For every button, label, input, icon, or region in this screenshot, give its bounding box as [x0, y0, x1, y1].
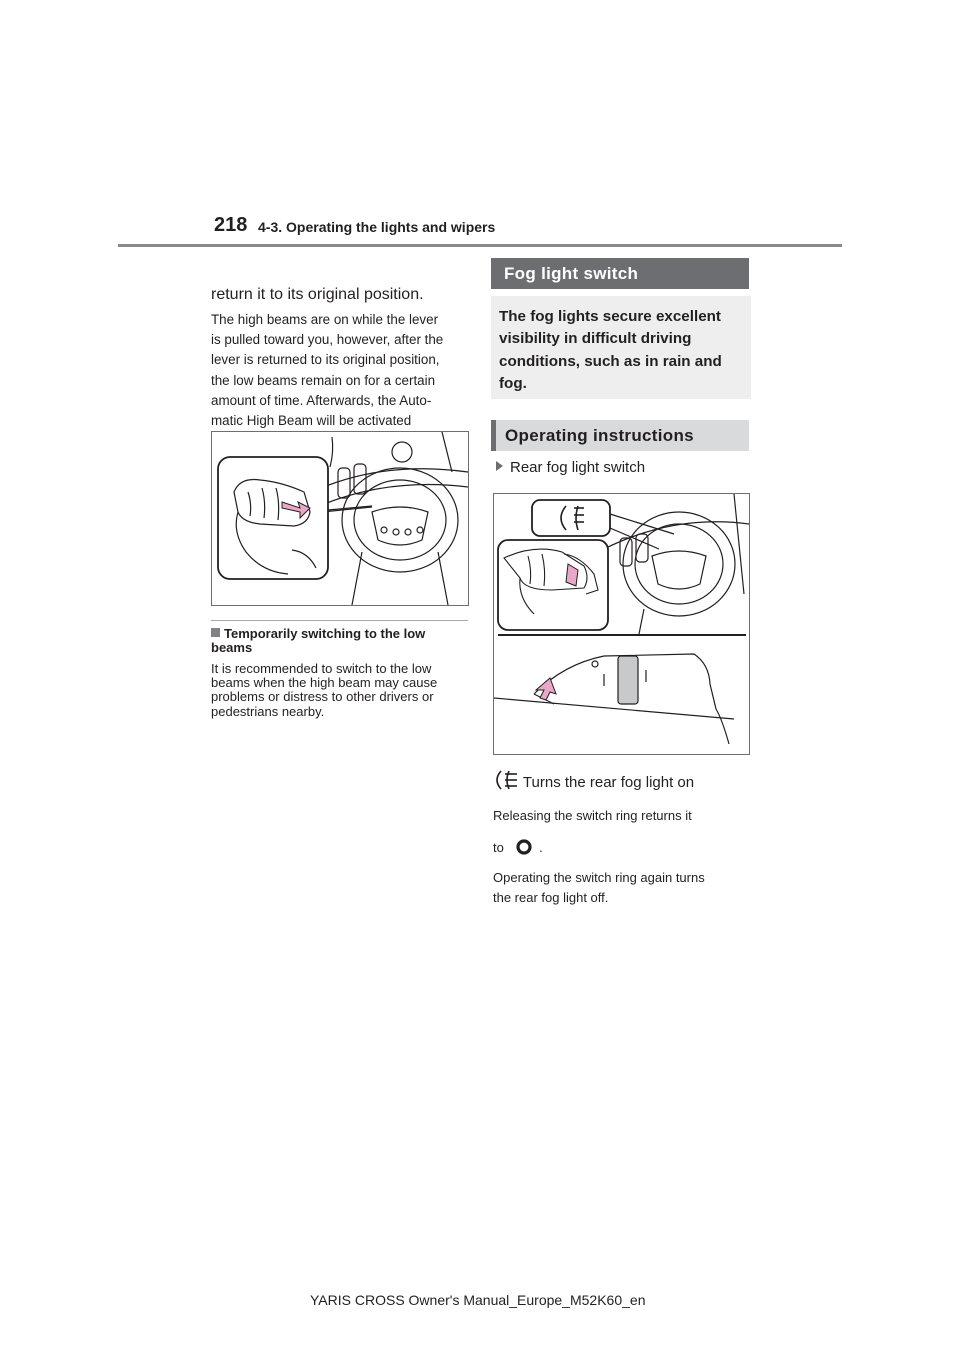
return-position-line [493, 838, 543, 858]
page-number: 218 [214, 214, 248, 236]
paragraph-line: The high beams are on while the lever [211, 312, 439, 327]
rear-fog-switch-illustration [493, 493, 750, 755]
bullet-label: Rear fog light switch [510, 459, 646, 476]
rear-fog-light-icon [493, 770, 519, 790]
fog-off-position-icon [513, 838, 535, 856]
period-text: . [539, 840, 543, 855]
continuation-text: return it to its original position. [211, 286, 424, 303]
paragraph-line: the low beams remain on for a certain [211, 372, 436, 388]
header-rule [118, 244, 842, 247]
operating-instructions-heading: Operating instructions [491, 420, 749, 451]
fog-light-switch-heading: Fog light switch [491, 258, 749, 289]
to-text: to [493, 840, 504, 855]
subsection-body: It is recommended to switch to the low beams when the high beam may cause problems or distress to other drivers or pedestrians nearby. [211, 661, 438, 719]
again-text-line2: the rear fog light off. [493, 890, 609, 905]
manual-footer: YARIS CROSS Owner's Manual_Europe_M52K60_en [310, 1292, 646, 1308]
paragraph-line: is pulled toward you, however, after the [211, 332, 444, 348]
paragraph-line: matic High Beam will be activated [211, 413, 412, 429]
section-divider [211, 620, 468, 621]
release-text: Releasing the switch ring returns it [493, 808, 692, 823]
again-text-line1: Operating the switch ring again turns [493, 870, 705, 885]
high-beam-lever-illustration [211, 431, 469, 606]
triangle-bullet-icon [496, 461, 503, 471]
subsection-heading [211, 627, 466, 655]
caption-text: Turns the rear fog light on [522, 774, 695, 791]
square-bullet-icon [211, 628, 220, 637]
subsection-title: Temporarily switching to the low beams [211, 626, 426, 655]
paragraph-line: lever is returned to its original position, [211, 352, 440, 368]
section-title: 4-3. Operating the lights and wipers [258, 219, 496, 235]
rear-fog-caption [493, 770, 694, 791]
rear-fog-bullet [496, 459, 645, 476]
paragraph-line: amount of time. Afterwards, the Auto- [211, 392, 432, 408]
fog-intro-box: The fog lights secure excellent visibility in difficult driving conditions, such as in rain and fog. [491, 296, 751, 399]
